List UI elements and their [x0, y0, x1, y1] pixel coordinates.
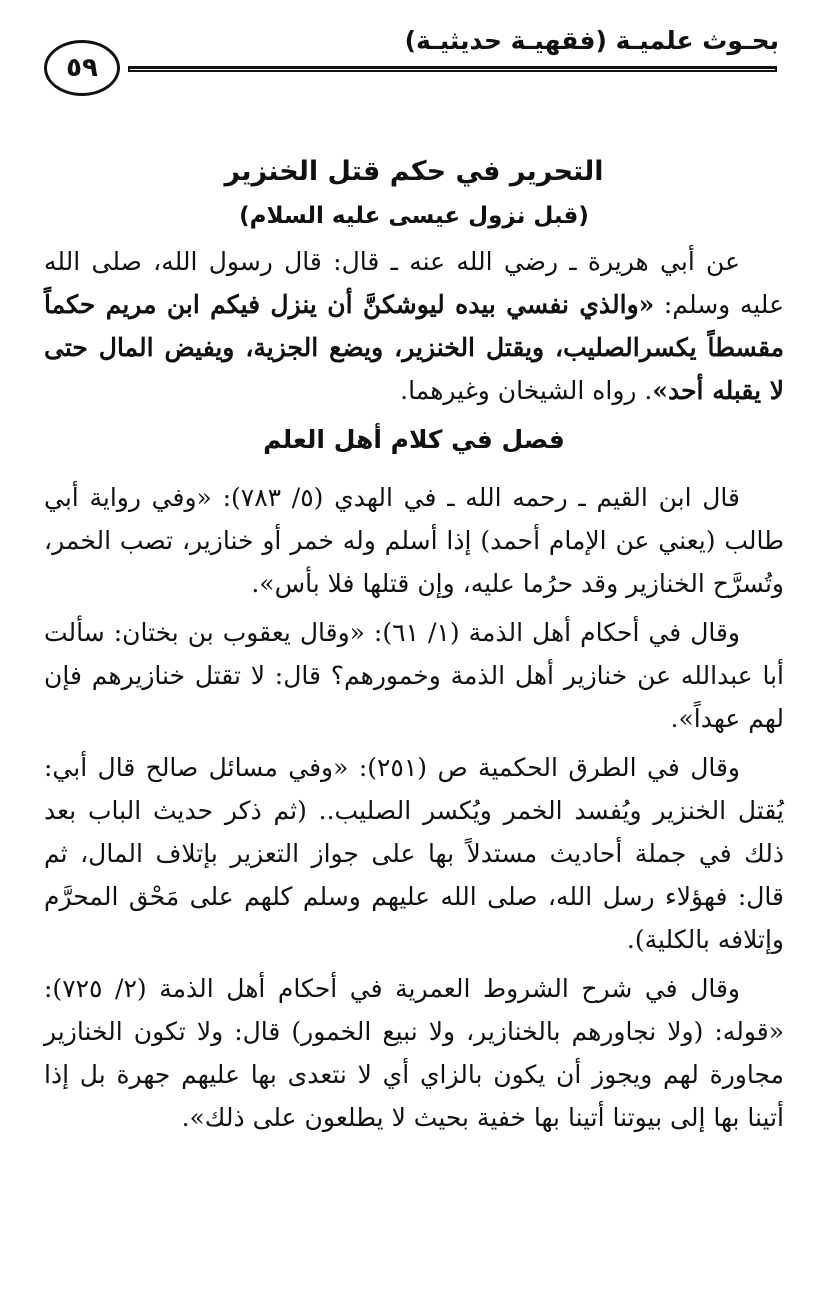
paragraph: وقال في الطرق الحكمية ص (٢٥١): «وفي مسائل صالح قال أبي: يُقتل الخنزير ويُفسد الخمر ويُكسر الصليب.. (ثم ذكر حديث الباب بعد ذلك في جملة أحاديث مستدلاً بها على جواز التعزير بإتلاف المال، ثم قال: فهؤلاء رسل الله، صلى الله عليهم وسلم كلهم على مَحْق المحرَّم وإتلافه بالكلية).: [44, 753, 784, 954]
paragraph: وقال في أحكام أهل الذمة (١/ ٦١): «وقال يعقوب بن بختان: سألت أبا عبدالله عن خنازير أهل الذمة وخمورهم؟ قال: لا تقتل خنازيرهم فإن لهم عهداً».: [44, 618, 784, 733]
header-rule: [128, 66, 777, 72]
hadith-intro: عن أبي هريرة ـ رضي الله عنه ـ قال: قال رسول الله، صلى الله عليه وسلم:: [44, 247, 784, 319]
paragraph: وقال في شرح الشروط العمرية في أحكام أهل الذمة (٢/ ٧٢٥): «قوله: (ولا نجاورهم بالخنازير، ولا نبيع الخمور) قال: ولا تكون الخنازير مجاورة لهم ويجوز أن يكون بالزاي أي لا نتعدى بها عليهم جهرة بل إذا أتينا بها إلى بيوتنا أتينا بها خفية بحيث لا يطلعون على ذلك».: [44, 974, 784, 1132]
hadith-source: . رواه الشيخان وغيرهما.: [400, 376, 653, 405]
hadith-text: «والذي نفسي بيده ليوشكنَّ أن ينزل فيكم ابن مريم حكماً مقسطاً يكسرالصليب، ويقتل الخنزير، ويضع الجزية، ويفيض المال حتى لا يقبله أحد»: [44, 290, 784, 405]
section-title: فصل في كلام أهل العلم: [263, 425, 565, 454]
page-subtitle: (قبل نزول عيسى عليه السلام): [239, 203, 589, 229]
page-number: ٥٩: [44, 40, 120, 96]
page-header: [0, 0, 827, 110]
hadith-paragraph: [44, 240, 784, 412]
paragraph: قال ابن القيم ـ رحمه الله ـ في الهدي (٥/ ٧٨٣): «وفي رواية أبي طالب (يعني عن الإمام أحمد) إذا أسلم وله خمر أو خنازير، تصب الخمر، وتُسرَّح الخنازير وقد حرُما عليه، وإن قتلها فلا بأس».: [44, 483, 784, 598]
running-title: بحـوث علميـة (فقهيـة حديثيـة): [404, 26, 779, 55]
page-body: [44, 150, 784, 1145]
page-title: التحرير في حكم قتل الخنزير: [224, 156, 604, 187]
